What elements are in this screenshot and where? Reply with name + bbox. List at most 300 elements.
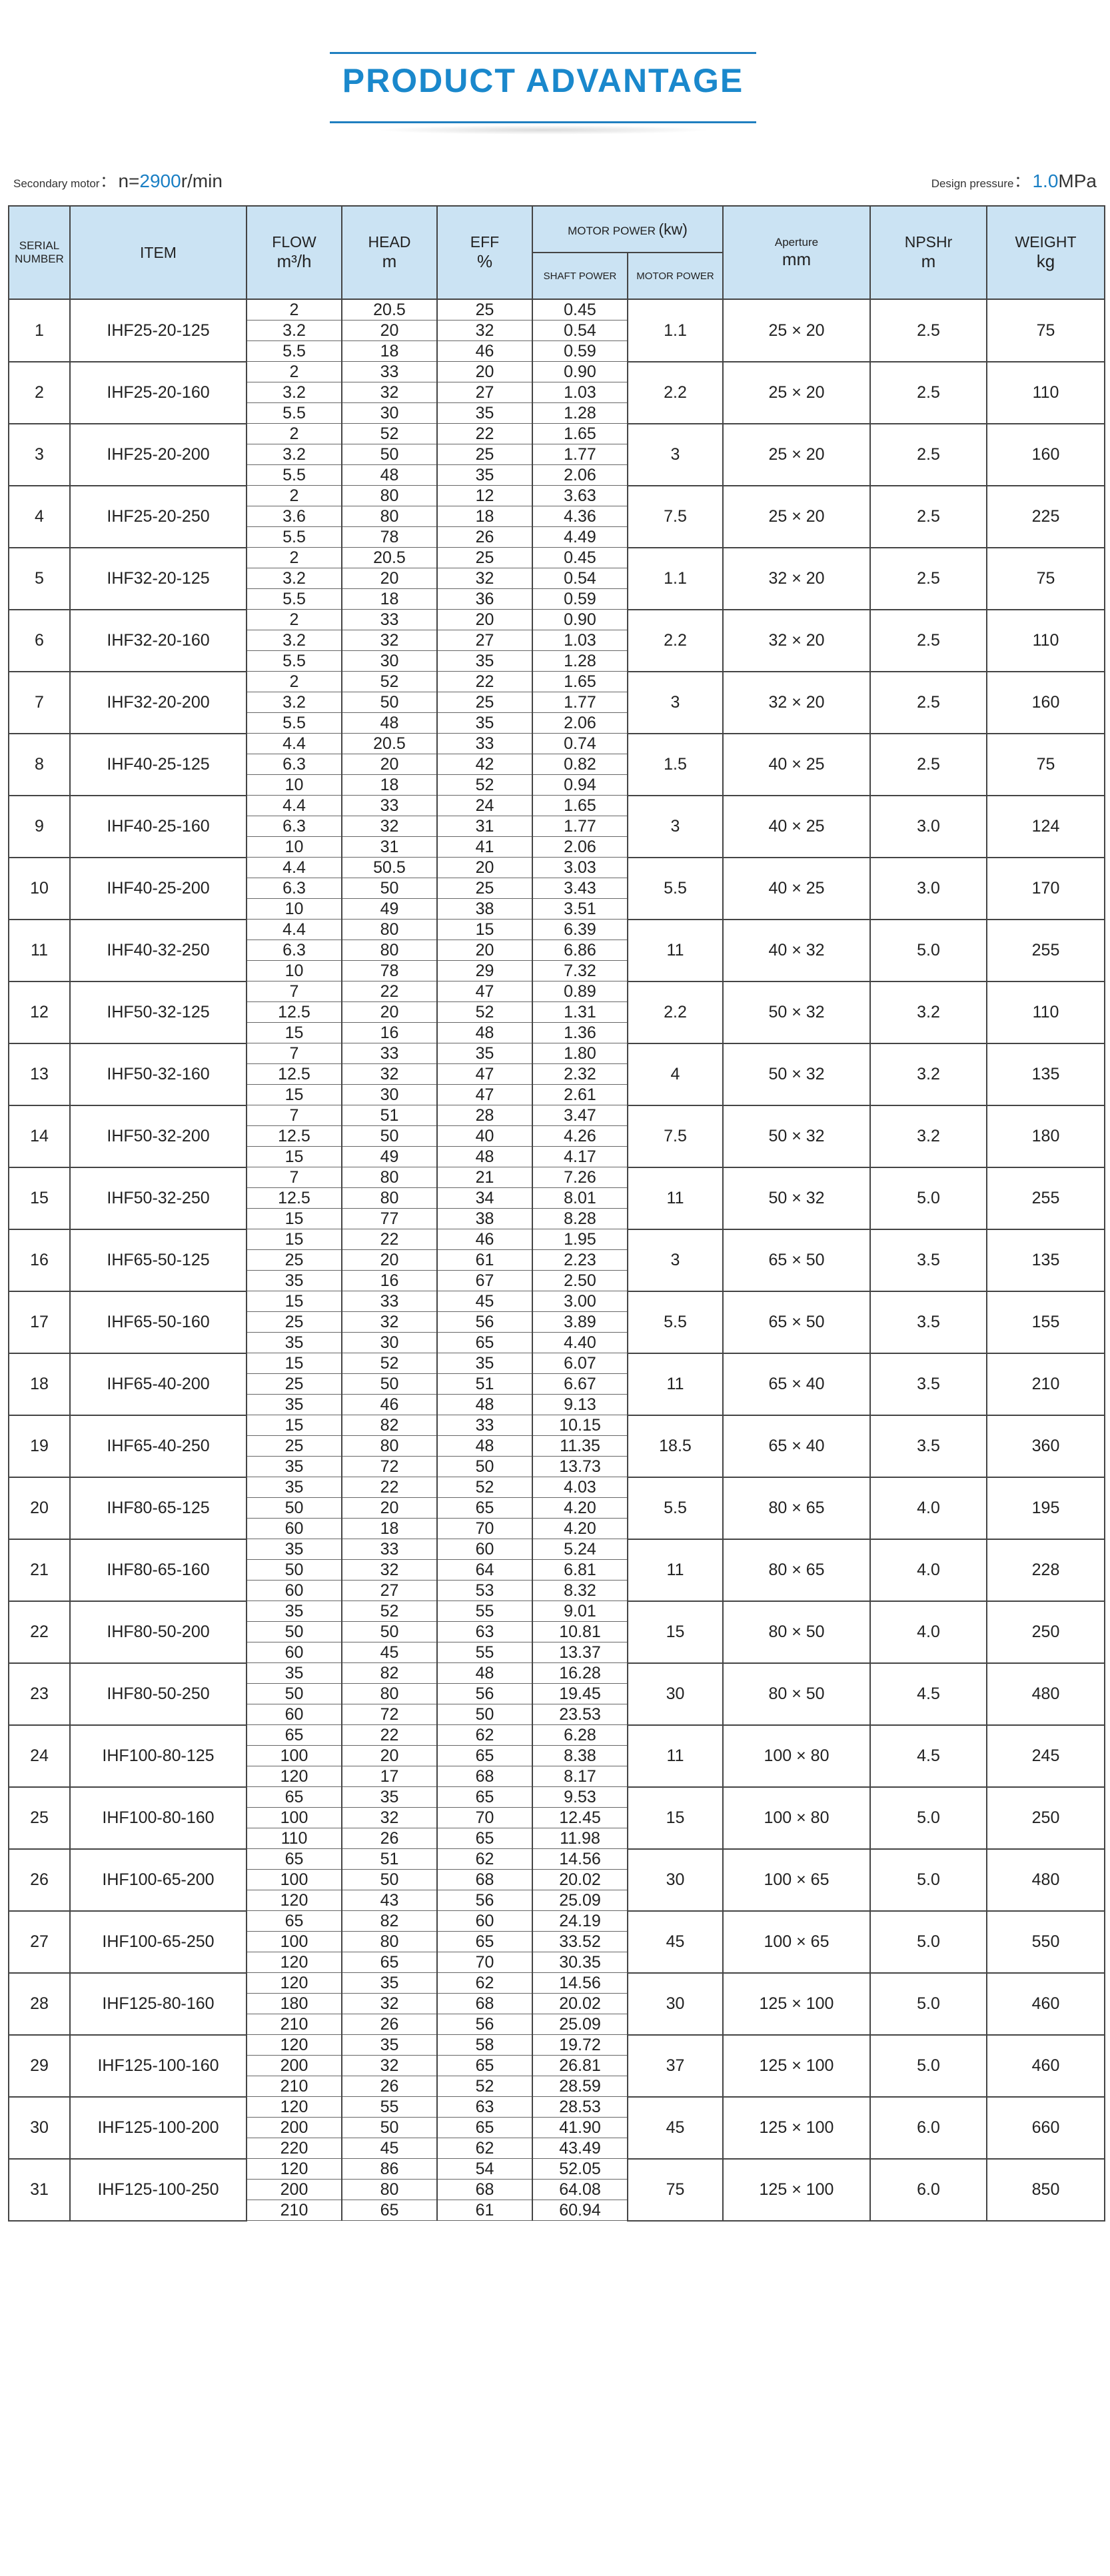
head-cell: 72 [342, 1457, 437, 1477]
shaft-power-cell: 1.65 [532, 424, 628, 444]
npshr-cell: 5.0 [870, 1787, 987, 1849]
flow-cell: 35 [247, 1601, 342, 1622]
motor-power-cell: 7.5 [628, 486, 723, 548]
eff-cell: 62 [437, 2138, 532, 2159]
weight-cell: 210 [987, 1353, 1105, 1415]
eff-cell: 63 [437, 2097, 532, 2118]
shaft-power-cell: 7.26 [532, 1167, 628, 1188]
shaft-power-cell: 3.63 [532, 486, 628, 506]
shaft-power-cell: 12.45 [532, 1808, 628, 1828]
shaft-power-cell: 6.81 [532, 1560, 628, 1581]
flow-cell: 120 [247, 2159, 342, 2180]
flow-cell: 100 [247, 1746, 342, 1766]
shaft-power-cell: 1.77 [532, 444, 628, 465]
header-aperture: Aperture mm [723, 206, 870, 299]
banner-shadow [376, 125, 710, 135]
shaft-power-cell: 8.01 [532, 1188, 628, 1209]
shaft-power-cell: 1.65 [532, 796, 628, 816]
flow-cell: 65 [247, 1725, 342, 1746]
eff-cell: 55 [437, 1642, 532, 1663]
weight-cell: 160 [987, 424, 1105, 486]
shaft-power-cell: 4.49 [532, 527, 628, 548]
flow-cell: 65 [247, 1787, 342, 1808]
item-cell: IHF50-32-200 [70, 1105, 247, 1167]
shaft-power-cell: 0.74 [532, 734, 628, 754]
serial-cell: 11 [9, 920, 70, 981]
eff-cell: 65 [437, 1932, 532, 1952]
serial-cell: 3 [9, 424, 70, 486]
npshr-cell: 2.5 [870, 299, 987, 362]
shaft-power-cell: 8.17 [532, 1766, 628, 1787]
item-cell: IHF80-65-125 [70, 1477, 247, 1539]
motor-power-cell: 5.5 [628, 1291, 723, 1353]
table-row [9, 1539, 1105, 1560]
shaft-power-cell: 2.06 [532, 837, 628, 858]
table-row [9, 1477, 1105, 1498]
weight-cell: 135 [987, 1229, 1105, 1291]
header-flow: FLOW m³/h [247, 206, 342, 299]
item-cell: IHF65-50-160 [70, 1291, 247, 1353]
npshr-cell: 4.0 [870, 1601, 987, 1663]
eff-cell: 24 [437, 796, 532, 816]
weight-cell: 180 [987, 1105, 1105, 1167]
eff-cell: 52 [437, 775, 532, 796]
head-cell: 35 [342, 1973, 437, 1994]
table-row [9, 1601, 1105, 1622]
npshr-cell: 2.5 [870, 672, 987, 734]
item-cell: IHF100-65-250 [70, 1911, 247, 1973]
aperture-cell: 25 × 20 [723, 299, 870, 362]
flow-cell: 35 [247, 1271, 342, 1291]
eff-cell: 36 [437, 589, 532, 610]
item-cell: IHF40-25-200 [70, 858, 247, 920]
serial-cell: 30 [9, 2097, 70, 2159]
motor-power-cell: 3 [628, 424, 723, 486]
eff-cell: 47 [437, 1064, 532, 1085]
shaft-power-cell: 4.26 [532, 1126, 628, 1147]
design-pressure-info [931, 167, 1097, 193]
shaft-power-cell: 19.72 [532, 2035, 628, 2056]
head-cell: 31 [342, 837, 437, 858]
eff-cell: 48 [437, 1436, 532, 1457]
shaft-power-cell: 4.03 [532, 1477, 628, 1498]
header-motor-power-group: MOTOR POWER (kw) [532, 206, 723, 253]
eff-cell: 41 [437, 837, 532, 858]
head-cell: 51 [342, 1105, 437, 1126]
npshr-cell: 5.0 [870, 1911, 987, 1973]
flow-cell: 25 [247, 1374, 342, 1395]
motor-label: Secondary motor [13, 177, 100, 190]
flow-cell: 4.4 [247, 858, 342, 878]
head-cell: 78 [342, 527, 437, 548]
shaft-power-cell: 8.28 [532, 1209, 628, 1229]
weight-cell: 155 [987, 1291, 1105, 1353]
flow-cell: 15 [247, 1085, 342, 1105]
head-cell: 32 [342, 1312, 437, 1333]
eff-cell: 38 [437, 899, 532, 920]
flow-cell: 120 [247, 1952, 342, 1973]
head-cell: 50 [342, 2118, 437, 2138]
serial-cell: 16 [9, 1229, 70, 1291]
item-cell: IHF50-32-160 [70, 1043, 247, 1105]
eff-cell: 52 [437, 2076, 532, 2097]
flow-cell: 35 [247, 1477, 342, 1498]
table-row [9, 2159, 1105, 2180]
shaft-power-cell: 24.19 [532, 1911, 628, 1932]
weight-cell: 75 [987, 299, 1105, 362]
motor-power-cell: 15 [628, 1601, 723, 1663]
aperture-cell: 65 × 40 [723, 1353, 870, 1415]
weight-cell: 124 [987, 796, 1105, 858]
shaft-power-cell: 6.86 [532, 940, 628, 961]
aperture-cell: 100 × 80 [723, 1725, 870, 1787]
motor-power-cell: 4 [628, 1043, 723, 1105]
flow-cell: 10 [247, 775, 342, 796]
head-cell: 52 [342, 1353, 437, 1374]
flow-cell: 25 [247, 1250, 342, 1271]
flow-cell: 12.5 [247, 1188, 342, 1209]
table-row [9, 2035, 1105, 2056]
shaft-power-cell: 2.06 [532, 713, 628, 734]
flow-cell: 35 [247, 1457, 342, 1477]
flow-cell: 5.5 [247, 589, 342, 610]
head-cell: 20 [342, 754, 437, 775]
head-cell: 50.5 [342, 858, 437, 878]
shaft-power-cell: 2.23 [532, 1250, 628, 1271]
head-cell: 49 [342, 1147, 437, 1167]
npshr-cell: 4.0 [870, 1539, 987, 1601]
serial-cell: 14 [9, 1105, 70, 1167]
head-cell: 20 [342, 1250, 437, 1271]
serial-cell: 26 [9, 1849, 70, 1911]
shaft-power-cell: 3.00 [532, 1291, 628, 1312]
table-row [9, 1663, 1105, 1684]
flow-cell: 6.3 [247, 754, 342, 775]
flow-cell: 15 [247, 1229, 342, 1250]
npshr-cell: 5.0 [870, 1167, 987, 1229]
shaft-power-cell: 30.35 [532, 1952, 628, 1973]
head-cell: 30 [342, 1333, 437, 1353]
head-cell: 16 [342, 1271, 437, 1291]
head-cell: 18 [342, 341, 437, 362]
flow-cell: 120 [247, 2035, 342, 2056]
shaft-power-cell: 3.89 [532, 1312, 628, 1333]
npshr-cell: 5.0 [870, 1973, 987, 2035]
aperture-cell: 32 × 20 [723, 672, 870, 734]
motor-power-cell: 5.5 [628, 1477, 723, 1539]
head-cell: 30 [342, 1085, 437, 1105]
shaft-power-cell: 64.08 [532, 2180, 628, 2200]
weight-cell: 660 [987, 2097, 1105, 2159]
head-cell: 35 [342, 1787, 437, 1808]
weight-cell: 110 [987, 981, 1105, 1043]
eff-cell: 20 [437, 858, 532, 878]
flow-cell: 220 [247, 2138, 342, 2159]
head-cell: 20 [342, 568, 437, 589]
eff-cell: 45 [437, 1291, 532, 1312]
table-header [9, 206, 1105, 299]
table-row [9, 2097, 1105, 2118]
shaft-power-cell: 6.28 [532, 1725, 628, 1746]
shaft-power-cell: 13.73 [532, 1457, 628, 1477]
eff-cell: 70 [437, 1519, 532, 1539]
motor-power-cell: 30 [628, 1973, 723, 2035]
eff-cell: 25 [437, 548, 532, 568]
head-cell: 35 [342, 2035, 437, 2056]
motor-power-cell: 1.1 [628, 548, 723, 610]
weight-cell: 550 [987, 1911, 1105, 1973]
shaft-power-cell: 1.95 [532, 1229, 628, 1250]
eff-cell: 68 [437, 1994, 532, 2014]
head-cell: 80 [342, 2180, 437, 2200]
head-cell: 18 [342, 775, 437, 796]
aperture-cell: 40 × 32 [723, 920, 870, 981]
serial-cell: 29 [9, 2035, 70, 2097]
motor-prefix: n= [118, 171, 140, 191]
weight-cell: 75 [987, 734, 1105, 796]
flow-cell: 2 [247, 362, 342, 382]
flow-cell: 65 [247, 1849, 342, 1870]
shaft-power-cell: 6.67 [532, 1374, 628, 1395]
serial-cell: 6 [9, 610, 70, 672]
weight-cell: 255 [987, 920, 1105, 981]
serial-cell: 1 [9, 299, 70, 362]
head-cell: 33 [342, 1539, 437, 1560]
eff-cell: 42 [437, 754, 532, 775]
eff-cell: 54 [437, 2159, 532, 2180]
weight-cell: 195 [987, 1477, 1105, 1539]
flow-cell: 12.5 [247, 1064, 342, 1085]
flow-cell: 4.4 [247, 796, 342, 816]
npshr-cell: 3.5 [870, 1415, 987, 1477]
serial-cell: 19 [9, 1415, 70, 1477]
table-row [9, 548, 1105, 568]
head-cell: 52 [342, 1601, 437, 1622]
shaft-power-cell: 9.53 [532, 1787, 628, 1808]
npshr-cell: 3.5 [870, 1229, 987, 1291]
weight-cell: 225 [987, 486, 1105, 548]
table-row [9, 1043, 1105, 1064]
flow-cell: 6.3 [247, 940, 342, 961]
shaft-power-cell: 28.53 [532, 2097, 628, 2118]
flow-cell: 110 [247, 1828, 342, 1849]
head-cell: 80 [342, 486, 437, 506]
flow-cell: 25 [247, 1436, 342, 1457]
flow-cell: 6.3 [247, 816, 342, 837]
shaft-power-cell: 43.49 [532, 2138, 628, 2159]
head-cell: 43 [342, 1890, 437, 1911]
npshr-cell: 3.0 [870, 796, 987, 858]
shaft-power-cell: 33.52 [532, 1932, 628, 1952]
aperture-cell: 32 × 20 [723, 610, 870, 672]
eff-cell: 26 [437, 527, 532, 548]
head-cell: 50 [342, 692, 437, 713]
head-cell: 32 [342, 816, 437, 837]
eff-cell: 70 [437, 1808, 532, 1828]
item-cell: IHF65-40-250 [70, 1415, 247, 1477]
aperture-cell: 50 × 32 [723, 1105, 870, 1167]
weight-cell: 250 [987, 1787, 1105, 1849]
motor-power-cell: 30 [628, 1663, 723, 1725]
shaft-power-cell: 4.36 [532, 506, 628, 527]
item-cell: IHF25-20-250 [70, 486, 247, 548]
shaft-power-cell: 11.35 [532, 1436, 628, 1457]
head-cell: 26 [342, 1828, 437, 1849]
head-cell: 48 [342, 465, 437, 486]
motor-power-cell: 30 [628, 1849, 723, 1911]
item-cell: IHF32-20-125 [70, 548, 247, 610]
table-row [9, 734, 1105, 754]
aperture-cell: 40 × 25 [723, 796, 870, 858]
table-row [9, 1353, 1105, 1374]
aperture-cell: 80 × 50 [723, 1663, 870, 1725]
item-cell: IHF25-20-200 [70, 424, 247, 486]
eff-cell: 25 [437, 299, 532, 321]
npshr-cell: 2.5 [870, 486, 987, 548]
head-cell: 65 [342, 2200, 437, 2221]
table-row [9, 1291, 1105, 1312]
eff-cell: 51 [437, 1374, 532, 1395]
motor-power-cell: 2.2 [628, 981, 723, 1043]
weight-cell: 245 [987, 1725, 1105, 1787]
flow-cell: 2 [247, 299, 342, 321]
flow-cell: 6.3 [247, 878, 342, 899]
motor-power-cell: 45 [628, 1911, 723, 1973]
motor-power-cell: 1.1 [628, 299, 723, 362]
head-cell: 30 [342, 651, 437, 672]
aperture-cell: 32 × 20 [723, 548, 870, 610]
serial-cell: 24 [9, 1725, 70, 1787]
eff-cell: 32 [437, 568, 532, 589]
header-motor-power: MOTOR POWER [628, 253, 723, 299]
item-cell: IHF100-65-200 [70, 1849, 247, 1911]
serial-cell: 27 [9, 1911, 70, 1973]
head-cell: 20 [342, 1746, 437, 1766]
head-cell: 82 [342, 1911, 437, 1932]
head-cell: 32 [342, 2056, 437, 2076]
motor-speed-unit: r/min [181, 171, 223, 191]
npshr-cell: 5.0 [870, 1849, 987, 1911]
shaft-power-cell: 14.56 [532, 1849, 628, 1870]
table-row [9, 1849, 1105, 1870]
eff-cell: 33 [437, 734, 532, 754]
eff-cell: 48 [437, 1147, 532, 1167]
banner-top-rule [330, 52, 756, 54]
head-cell: 26 [342, 2076, 437, 2097]
item-cell: IHF125-100-160 [70, 2035, 247, 2097]
eff-cell: 70 [437, 1952, 532, 1973]
flow-cell: 50 [247, 1498, 342, 1519]
shaft-power-cell: 7.32 [532, 961, 628, 981]
serial-cell: 5 [9, 548, 70, 610]
eff-cell: 40 [437, 1126, 532, 1147]
flow-cell: 60 [247, 1581, 342, 1601]
head-cell: 82 [342, 1415, 437, 1436]
item-cell: IHF32-20-200 [70, 672, 247, 734]
shaft-power-cell: 11.98 [532, 1828, 628, 1849]
eff-cell: 46 [437, 1229, 532, 1250]
head-cell: 50 [342, 1374, 437, 1395]
eff-cell: 56 [437, 1312, 532, 1333]
head-cell: 22 [342, 981, 437, 1002]
head-cell: 45 [342, 2138, 437, 2159]
shaft-power-cell: 0.45 [532, 548, 628, 568]
shaft-power-cell: 6.07 [532, 1353, 628, 1374]
eff-cell: 65 [437, 1828, 532, 1849]
shaft-power-cell: 28.59 [532, 2076, 628, 2097]
serial-cell: 9 [9, 796, 70, 858]
npshr-cell: 6.0 [870, 2159, 987, 2221]
table-row [9, 1167, 1105, 1188]
item-cell: IHF32-20-160 [70, 610, 247, 672]
eff-cell: 67 [437, 1271, 532, 1291]
flow-cell: 60 [247, 1704, 342, 1725]
head-cell: 33 [342, 610, 437, 630]
aperture-cell: 65 × 50 [723, 1291, 870, 1353]
item-cell: IHF125-100-200 [70, 2097, 247, 2159]
item-cell: IHF25-20-125 [70, 299, 247, 362]
flow-cell: 5.5 [247, 465, 342, 486]
head-cell: 80 [342, 940, 437, 961]
shaft-power-cell: 3.47 [532, 1105, 628, 1126]
eff-cell: 68 [437, 1870, 532, 1890]
header-head: HEAD m [342, 206, 437, 299]
npshr-cell: 4.0 [870, 1477, 987, 1539]
aperture-cell: 50 × 32 [723, 981, 870, 1043]
shaft-power-cell: 2.32 [532, 1064, 628, 1085]
head-cell: 50 [342, 878, 437, 899]
shaft-power-cell: 6.39 [532, 920, 628, 940]
flow-cell: 50 [247, 1684, 342, 1704]
shaft-power-cell: 4.20 [532, 1519, 628, 1539]
shaft-power-cell: 26.81 [532, 2056, 628, 2076]
flow-cell: 7 [247, 1105, 342, 1126]
eff-cell: 20 [437, 362, 532, 382]
table-row [9, 610, 1105, 630]
head-cell: 33 [342, 1291, 437, 1312]
item-cell: IHF50-32-125 [70, 981, 247, 1043]
head-cell: 22 [342, 1725, 437, 1746]
eff-cell: 50 [437, 1704, 532, 1725]
head-cell: 72 [342, 1704, 437, 1725]
npshr-cell: 3.0 [870, 858, 987, 920]
eff-cell: 47 [437, 981, 532, 1002]
npshr-cell: 4.5 [870, 1663, 987, 1725]
pressure-label: Design pressure [931, 177, 1014, 190]
flow-cell: 60 [247, 1519, 342, 1539]
flow-cell: 15 [247, 1353, 342, 1374]
shaft-power-cell: 19.45 [532, 1684, 628, 1704]
flow-cell: 2 [247, 610, 342, 630]
shaft-power-cell: 0.59 [532, 341, 628, 362]
table-row [9, 1911, 1105, 1932]
eff-cell: 53 [437, 1581, 532, 1601]
flow-cell: 3.2 [247, 444, 342, 465]
flow-cell: 180 [247, 1994, 342, 2014]
npshr-cell: 5.0 [870, 2035, 987, 2097]
table-row [9, 362, 1105, 382]
header-weight: WEIGHT kg [987, 206, 1105, 299]
flow-cell: 120 [247, 1890, 342, 1911]
npshr-cell: 5.0 [870, 920, 987, 981]
table-row [9, 1105, 1105, 1126]
flow-cell: 3.2 [247, 321, 342, 341]
weight-cell: 110 [987, 362, 1105, 424]
serial-cell: 31 [9, 2159, 70, 2221]
head-cell: 80 [342, 1436, 437, 1457]
table-row [9, 1973, 1105, 1994]
shaft-power-cell: 1.80 [532, 1043, 628, 1064]
